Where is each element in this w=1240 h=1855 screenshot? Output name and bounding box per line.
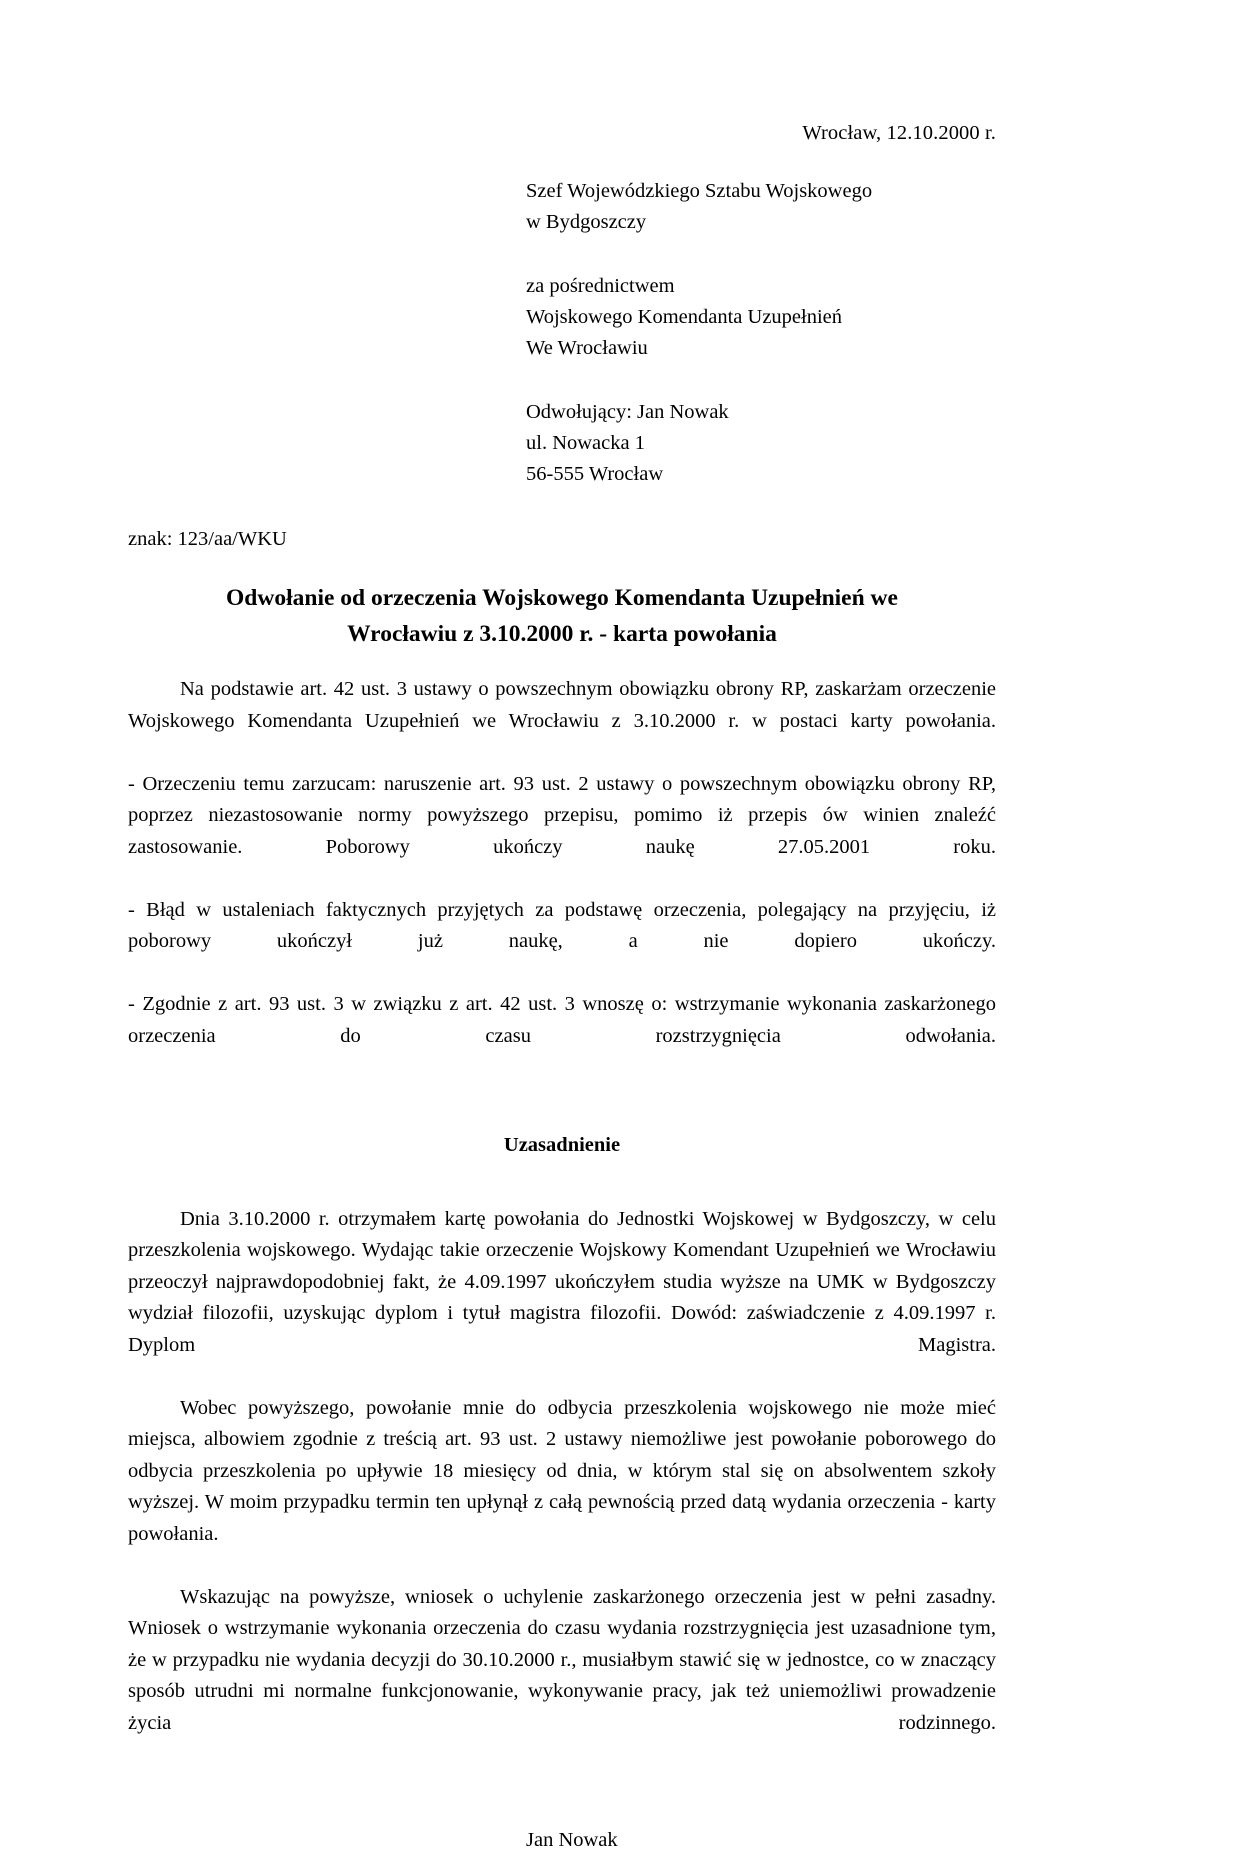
signature-line: Jan Nowak [526,1828,618,1851]
spacer [128,364,996,397]
petitum-item-3: - Zgodnie z art. 93 ust. 3 w związku z art. 42 ust. 3 wnoszę o: wstrzymanie wykonania zaskarżonego orzeczenia do czasu rozstrzygnięcia odwołania. [128,993,996,1047]
spacer [128,238,996,271]
via-block [526,271,996,364]
recipient-line-1: Szef Wojewódzkiego Sztabu Wojskowego [526,180,873,202]
via-line-2: Wojskowego Komendanta Uzupełnień [526,306,843,328]
appellant-line-1: Odwołujący: Jan Nowak [526,401,729,423]
document-title: Odwołanie od orzeczenia Wojskowego Komendanta Uzupełnień we Wrocławiu z 3.10.2000 r. - karta powołania [226,585,898,647]
petitum-item-1: - Orzeczeniu temu zarzucam: naruszenie art. 93 ust. 2 ustawy o powszechnym obowiązku obrony RP, poprzez niezastosowanie normy powyższego przepisu, pomimo iż przepis ów winien znaleźć zastosowanie. Poborowy ukończy naukę 27.05.2001 roku. [128,772,996,858]
reasons-block [128,1204,996,1771]
reasons-paragraph-3: Wskazując na powyższe, wniosek o uchylenie zaskarżonego orzeczenia jest w pełni zasadny. Wniosek o wstrzymanie wykonania orzeczenia do czasu wydania rozstrzygnięcia jest uzasadnione tym, że w przypadku nie wydania decyzji do 30.10.2000 r., musiałbym stawić się w jednostce, co w znaczący sposób utrudni mi normalne funkcjonowanie, wykonywanie pracy, jak też uniemożliwi prowadzenie życia rodzinnego. [128,1585,996,1734]
petitum-item-2: - Błąd w ustaleniach faktycznych przyjętych za podstawę orzeczenia, polegający na przyjęciu, iż poborowy ukończył już naukę, a nie dopiero ukończy. [128,898,996,952]
recipient-block [526,176,996,238]
via-line-1: za pośrednictwem [526,275,675,297]
reference-number: znak: 123/aa/WKU [128,528,287,550]
appellant-block [526,397,996,490]
reasons-paragraph-2: Wobec powyższego, powołanie mnie do odbycia przeszkolenia wojskowego nie może mieć miejsca, albowiem zgodnie z treścią art. 93 ust. 2 ustawy niemożliwe jest powołanie poborowego do odbycia przeszkolenia po upływie 18 miesięcy od dnia, w którym stal się on absolwentem szkoły wyższej. W moim przypadku termin ten upłynął z całą pewnością przed datą wydania orzeczenia - karty powołania. [128,1396,996,1545]
via-line-3: We Wrocławiu [526,337,648,359]
petitum-opening-paragraph: Na podstawie art. 42 ust. 3 ustawy o powszechnym obowiązku obrony RP, zaskarżam orzeczenie Wojskowego Komendanta Uzupełnień we Wrocławiu z 3.10.2000 r. w postaci karty powołania. [128,678,996,732]
appellant-line-3: 56-555 Wrocław [526,463,664,485]
petitum-block [128,674,996,1084]
appellant-line-2: ul. Nowacka 1 [526,432,645,454]
reasons-paragraph-1: Dnia 3.10.2000 r. otrzymałem kartę powołania do Jednostki Wojskowej w Bydgoszczy, w celu przeszkolenia wojskowego. Wydając takie orzeczenie Wojskowy Komendant Uzupełnień we Wrocławiu przeoczył najprawdopodobniej fakt, że 4.09.1997 ukończyłem studia wyższe na UMK w Bydgoszczy wydział filozofii, uzyskując dyplom i tytuł magistra filozofii. Dowód: zaświadczenie z 4.09.1997 r. Dyplom Magistra. [128,1207,996,1356]
spacer [128,148,996,176]
document-content [128,118,996,1855]
date-line: Wrocław, 12.10.2000 r. [802,122,996,144]
reasons-heading: Uzasadnienie [503,1133,621,1156]
recipient-line-2: w Bydgoszczy [526,211,647,233]
